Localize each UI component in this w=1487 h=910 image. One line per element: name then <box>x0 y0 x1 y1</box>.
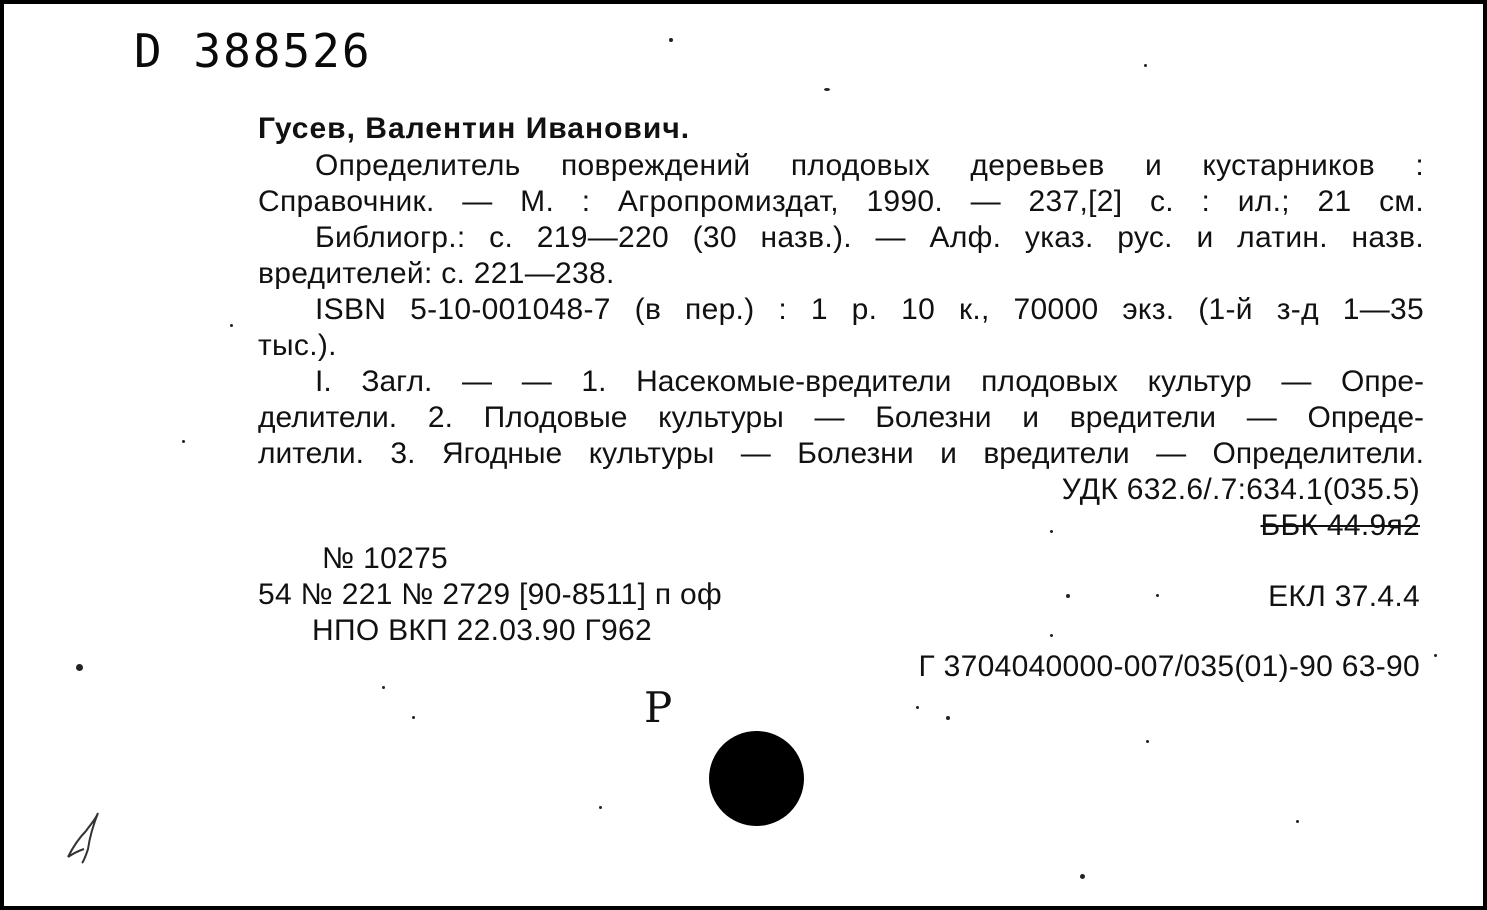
title-line-1: Определитель повреждений плодовых деревьев и кустарников : <box>315 149 1424 182</box>
title-line-2: Справочник. — М. : Агропромиздат, 1990. — 237,[2] с. : ил.; 21 см. <box>258 185 1424 218</box>
speck <box>599 806 602 809</box>
speck <box>824 88 830 91</box>
order-line: 54 № 221 № 2729 [90-8511] п оф <box>258 578 723 611</box>
speck <box>916 706 919 709</box>
speck <box>1434 654 1437 657</box>
bbk-code: ББК 44.9я2 <box>1260 509 1420 542</box>
call-number: D 388526 <box>134 24 372 78</box>
speck <box>1144 64 1147 67</box>
speck <box>382 686 385 689</box>
speck <box>1050 634 1053 637</box>
speck <box>412 716 415 719</box>
catalog-code-line: Г 3704040000-007/035(01)-90 63-90 <box>918 650 1420 683</box>
tracing-line-3: лители. 3. Ягодные культуры — Болезни и вредители — Определители. <box>258 437 1424 470</box>
publisher-line: НПО ВКП 22.03.90 Г962 <box>312 614 652 647</box>
udk-code: УДК 632.6/.7:634.1(035.5) <box>1061 473 1420 506</box>
speck <box>946 716 950 720</box>
ekl-code: ЕКЛ 37.4.4 <box>1268 580 1420 613</box>
isbn-line-2: тыс.). <box>258 329 337 362</box>
note-line-1: Библиогр.: с. 219—220 (30 назв.). — Алф. указ. рус. и латин. назв. <box>315 221 1424 254</box>
isbn-line-1: ISBN 5-10-001048-7 (в пер.) : 1 р. 10 к., 70000 экз. (1-й з-д 1—35 <box>315 293 1424 326</box>
tracing-line-2: делители. 2. Плодовые культуры — Болезни и вредители — Опреде- <box>258 401 1424 434</box>
speck <box>230 324 233 327</box>
stamp-letter: Р <box>644 683 673 732</box>
speck <box>1296 820 1299 823</box>
speck <box>1156 594 1159 597</box>
note-line-2: вредителей: с. 221—238. <box>258 257 615 290</box>
speck <box>1146 740 1149 743</box>
speck <box>1080 874 1085 879</box>
record-number: № 10275 <box>322 542 449 575</box>
speck <box>669 38 673 42</box>
author-heading: Гусев, Валентин Иванович. <box>258 112 691 145</box>
tracing-line-1: I. Загл. — — 1. Насекомые-вредители плодовых культур — Опре- <box>315 365 1424 398</box>
speck <box>182 440 185 443</box>
punch-hole-mark <box>709 731 804 826</box>
speck <box>1066 594 1070 598</box>
handwritten-mark <box>64 809 104 865</box>
speck <box>76 664 83 671</box>
speck <box>1050 530 1053 533</box>
